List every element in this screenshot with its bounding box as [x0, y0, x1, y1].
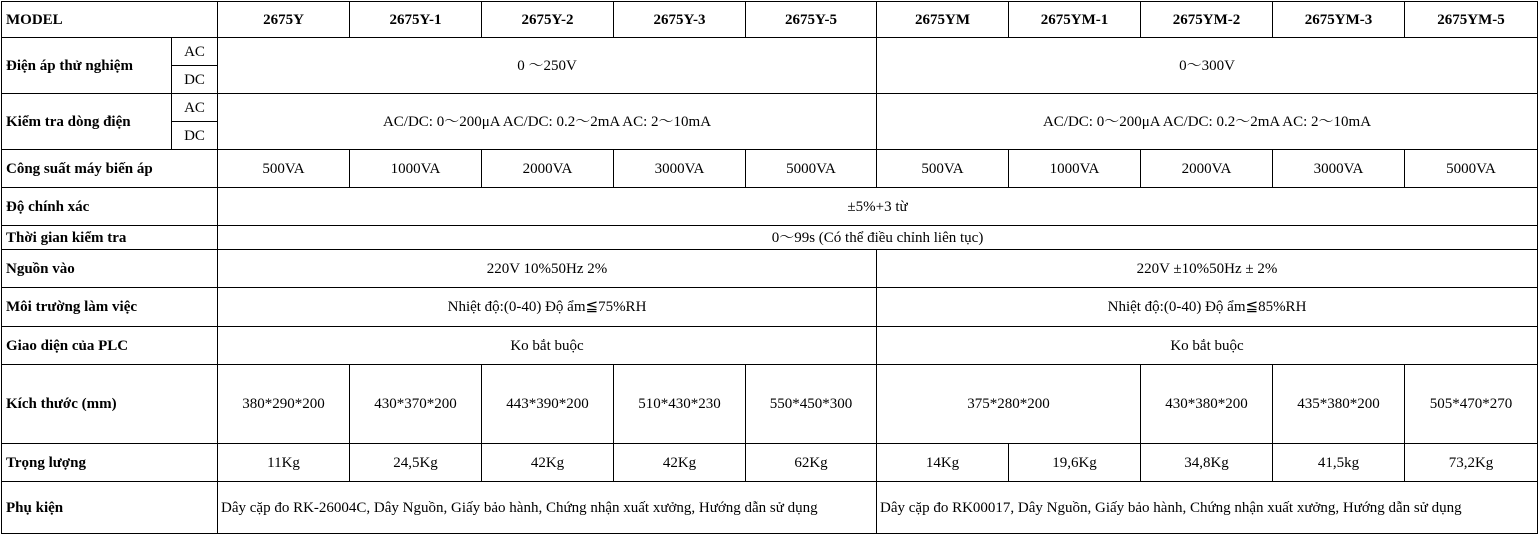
sub-label-dc: DC — [172, 122, 218, 150]
sub-label-ac: AC — [172, 38, 218, 66]
accessories-ym: Dây cặp đo RK00017, Dây Nguồn, Giấy bảo hành, Chứng nhận xuất xưởng, Hướng dẫn sử dụng — [877, 482, 1538, 534]
accuracy-label: Độ chính xác — [2, 188, 218, 226]
dimension-cell-merged: 375*280*200 — [877, 365, 1141, 444]
test-voltage-label: Điện áp thử nghiệm — [2, 38, 172, 94]
weight-cell: 14Kg — [877, 444, 1009, 482]
test-current-ym: AC/DC: 0～200μA AC/DC: 0.2～2mA AC: 2～10mA — [877, 94, 1538, 150]
dimensions-label: Kích thước (mm) — [2, 365, 218, 444]
test-current-y: AC/DC: 0～200μA AC/DC: 0.2～2mA AC: 2～10mA — [218, 94, 877, 150]
power-cell: 5000VA — [1405, 150, 1538, 188]
header-row — [2, 2, 1538, 38]
model-name: 2675Y — [218, 2, 350, 38]
power-cell: 500VA — [218, 150, 350, 188]
test-voltage-y: 0 ～250V — [218, 38, 877, 94]
environment-y: Nhiệt độ:(0-40) Độ ẩm≦75%RH — [218, 288, 877, 327]
accessories-row — [2, 482, 1538, 534]
dimension-cell: 443*390*200 — [482, 365, 614, 444]
weight-cell: 11Kg — [218, 444, 350, 482]
plc-interface-label: Giao diện của PLC — [2, 327, 218, 365]
weight-cell: 34,8Kg — [1141, 444, 1273, 482]
weight-cell: 41,5kg — [1273, 444, 1405, 482]
dimension-cell: 380*290*200 — [218, 365, 350, 444]
power-cell: 5000VA — [746, 150, 877, 188]
model-name: 2675YM-3 — [1273, 2, 1405, 38]
sub-label-dc: DC — [172, 66, 218, 94]
environment-row — [2, 288, 1538, 327]
power-cell: 2000VA — [1141, 150, 1273, 188]
model-name: 2675YM-5 — [1405, 2, 1538, 38]
test-time-value: 0～99s (Có thể điều chỉnh liên tục) — [218, 226, 1538, 250]
weight-cell: 24,5Kg — [350, 444, 482, 482]
power-input-label: Nguồn vào — [2, 250, 218, 288]
weight-cell: 62Kg — [746, 444, 877, 482]
power-input-row — [2, 250, 1538, 288]
transformer-power-row — [2, 150, 1538, 188]
plc-interface-row — [2, 327, 1538, 365]
power-cell: 1000VA — [350, 150, 482, 188]
dimension-cell: 435*380*200 — [1273, 365, 1405, 444]
environment-label: Môi trường làm việc — [2, 288, 218, 327]
model-name: 2675Y-5 — [746, 2, 877, 38]
dimension-cell: 430*380*200 — [1141, 365, 1273, 444]
test-voltage-ym: 0～300V — [877, 38, 1538, 94]
dimension-cell: 505*470*270 — [1405, 365, 1538, 444]
test-current-row — [2, 94, 1538, 122]
weight-cell: 42Kg — [482, 444, 614, 482]
weight-cell: 19,6Kg — [1009, 444, 1141, 482]
weight-label: Trọng lượng — [2, 444, 218, 482]
model-header: MODEL — [2, 2, 218, 38]
model-name: 2675YM-2 — [1141, 2, 1273, 38]
test-time-label: Thời gian kiểm tra — [2, 226, 218, 250]
dimension-cell: 430*370*200 — [350, 365, 482, 444]
accessories-label: Phụ kiện — [2, 482, 218, 534]
environment-ym: Nhiệt độ:(0-40) Độ ẩm≦85%RH — [877, 288, 1538, 327]
accuracy-value: ±5%+3 từ — [218, 188, 1538, 226]
model-name: 2675Y-1 — [350, 2, 482, 38]
power-cell: 500VA — [877, 150, 1009, 188]
accuracy-row — [2, 188, 1538, 226]
spec-table — [1, 1, 1538, 534]
power-cell: 3000VA — [1273, 150, 1405, 188]
test-time-row — [2, 226, 1538, 250]
test-voltage-row — [2, 38, 1538, 66]
power-cell: 1000VA — [1009, 150, 1141, 188]
model-name: 2675Y-2 — [482, 2, 614, 38]
weight-cell: 73,2Kg — [1405, 444, 1538, 482]
plc-interface-y: Ko bắt buộc — [218, 327, 877, 365]
model-name: 2675YM-1 — [1009, 2, 1141, 38]
accessories-y: Dây cặp đo RK-26004C, Dây Nguồn, Giấy bảo hành, Chứng nhận xuất xưởng, Hướng dẫn sử dụng — [218, 482, 877, 534]
model-name: 2675YM — [877, 2, 1009, 38]
weight-cell: 42Kg — [614, 444, 746, 482]
dimensions-row — [2, 365, 1538, 444]
power-input-y: 220V 10%50Hz 2% — [218, 250, 877, 288]
test-current-label: Kiểm tra dòng điện — [2, 94, 172, 150]
power-input-ym: 220V ±10%50Hz ± 2% — [877, 250, 1538, 288]
weight-row — [2, 444, 1538, 482]
dimension-cell: 510*430*230 — [614, 365, 746, 444]
transformer-power-label: Công suất máy biến áp — [2, 150, 218, 188]
power-cell: 3000VA — [614, 150, 746, 188]
sub-label-ac: AC — [172, 94, 218, 122]
model-name: 2675Y-3 — [614, 2, 746, 38]
power-cell: 2000VA — [482, 150, 614, 188]
plc-interface-ym: Ko bắt buộc — [877, 327, 1538, 365]
dimension-cell: 550*450*300 — [746, 365, 877, 444]
